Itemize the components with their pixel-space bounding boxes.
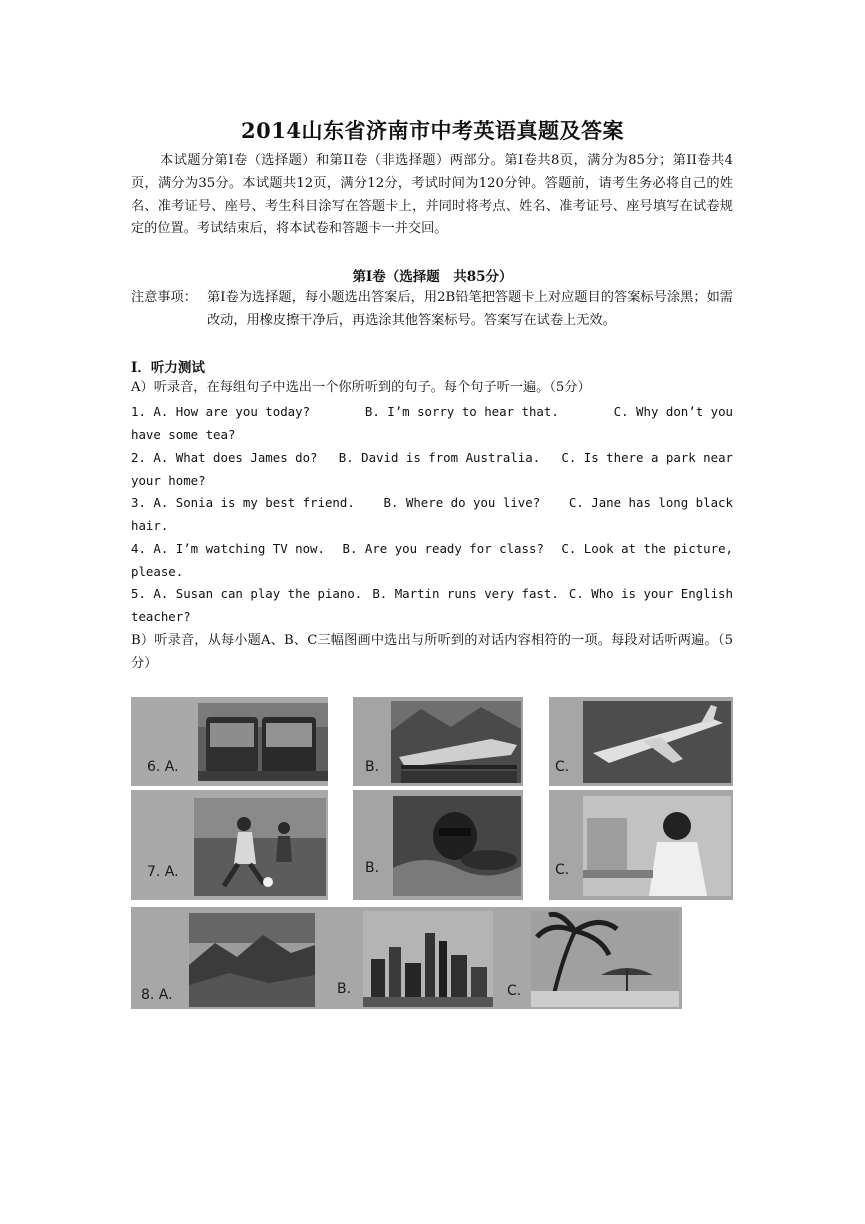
intro-paragraph: 本试题分第I卷（选择题）和第II卷（非选择题）两部分。第I卷共8页，满分为85分；第II卷共4页，满分为35分。本试题共12页，满分12分，考试时间为120分钟。答题前，请考生务必将自己的姓名、准考证号、座号、考生科目涂写在答题卡上，并同时将考点、姓名、准考证号、座号填写在试卷规定的位置。考试结束后，将本试卷和答题卡一并交回。 bbox=[131, 153, 733, 237]
q7-picture-c bbox=[549, 790, 733, 900]
city-skyline-image bbox=[363, 911, 493, 1007]
question-4 bbox=[131, 538, 733, 584]
q6-label-b: B. bbox=[365, 759, 380, 775]
notice-text: 第I卷为选择题，每小题选出答案后，用2B铅笔把答题卡上对应题目的答案标号涂黑；如需改动，用橡皮擦干净后，再选涂其他答案标号。答案写在试卷上无效。 bbox=[207, 290, 733, 328]
q2-continuation: your home? bbox=[131, 472, 206, 488]
q7-picture-b bbox=[353, 790, 523, 900]
q8-label-b: B. bbox=[337, 981, 352, 997]
part-a-instruction: A）听录音，在每组句子中选出一个你所听到的句子。每个句子听一遍。（5分） bbox=[131, 380, 591, 395]
q5-option-a: 5. A. Susan can play the piano. bbox=[131, 586, 363, 601]
q4-option-b: B. Are you ready for class? bbox=[342, 541, 544, 556]
q4-option-c: C. Look at the picture, bbox=[561, 541, 733, 556]
q7-label-b: B. bbox=[365, 860, 380, 876]
q4-option-a: 4. A. I’m watching TV now. bbox=[131, 541, 325, 556]
airplane-image bbox=[583, 701, 731, 783]
q3-continuation: hair. bbox=[131, 517, 169, 533]
q6-picture-b bbox=[353, 697, 523, 786]
q7-picture-a bbox=[131, 790, 328, 900]
q6-picture-a bbox=[131, 697, 328, 786]
q3-option-a: 3. A. Sonia is my best friend. bbox=[131, 495, 355, 510]
swimmer-image bbox=[393, 796, 521, 896]
q7-label-a: 7. A. bbox=[147, 864, 179, 880]
q8-label-c: C. bbox=[507, 983, 522, 999]
q1-option-a: 1. A. How are you today? bbox=[131, 404, 311, 419]
q3-option-c: C. Jane has long black bbox=[568, 495, 733, 510]
notice-label: 注意事项： bbox=[131, 290, 197, 305]
question-2 bbox=[131, 447, 733, 493]
child-computer-image bbox=[583, 796, 731, 896]
beach-image bbox=[531, 911, 679, 1007]
q1-continuation: have some tea? bbox=[131, 426, 236, 442]
notice-block bbox=[131, 287, 733, 333]
q4-continuation: please. bbox=[131, 563, 184, 579]
q6-picture-c bbox=[549, 697, 733, 786]
train-image bbox=[391, 701, 521, 783]
part-b-instruction: B）听录音，从每小题A、B、C三幅图画中选出与所听到的对话内容相符的一项。每段对话听两遍。（5分） bbox=[131, 633, 733, 671]
section-heading: 第I卷（选择题 共85分） bbox=[352, 269, 513, 285]
question-5 bbox=[131, 583, 733, 629]
q5-option-b: B. Martin runs very fast. bbox=[372, 586, 559, 601]
q7-label-c: C. bbox=[555, 862, 570, 878]
page-title: 2014山东省济南市中考英语真题及答案 bbox=[241, 118, 624, 143]
q5-continuation: teacher? bbox=[131, 608, 191, 624]
q3-option-b: B. Where do you live? bbox=[383, 495, 541, 510]
buses-image bbox=[198, 703, 328, 781]
question-1 bbox=[131, 401, 733, 447]
q6-label-c: C. bbox=[555, 759, 570, 775]
q8-label-a: 8. A. bbox=[141, 987, 173, 1003]
soccer-image bbox=[194, 798, 326, 896]
mountains-image bbox=[189, 913, 315, 1007]
q1-option-c: C. Why don’t you bbox=[613, 404, 733, 419]
question-3 bbox=[131, 492, 733, 538]
q5-option-c: C. Who is your English bbox=[568, 586, 733, 601]
q2-option-c: C. Is there a park near bbox=[561, 450, 733, 465]
q2-option-b: B. David is from Australia. bbox=[338, 450, 541, 465]
q8-picture-row bbox=[131, 907, 682, 1009]
listening-heading: I．听力测试 bbox=[131, 360, 205, 376]
q6-label-a: 6. A. bbox=[147, 759, 179, 775]
q2-option-a: 2. A. What does James do? bbox=[131, 450, 318, 465]
q1-option-b: B. I’m sorry to hear that. bbox=[364, 404, 559, 419]
